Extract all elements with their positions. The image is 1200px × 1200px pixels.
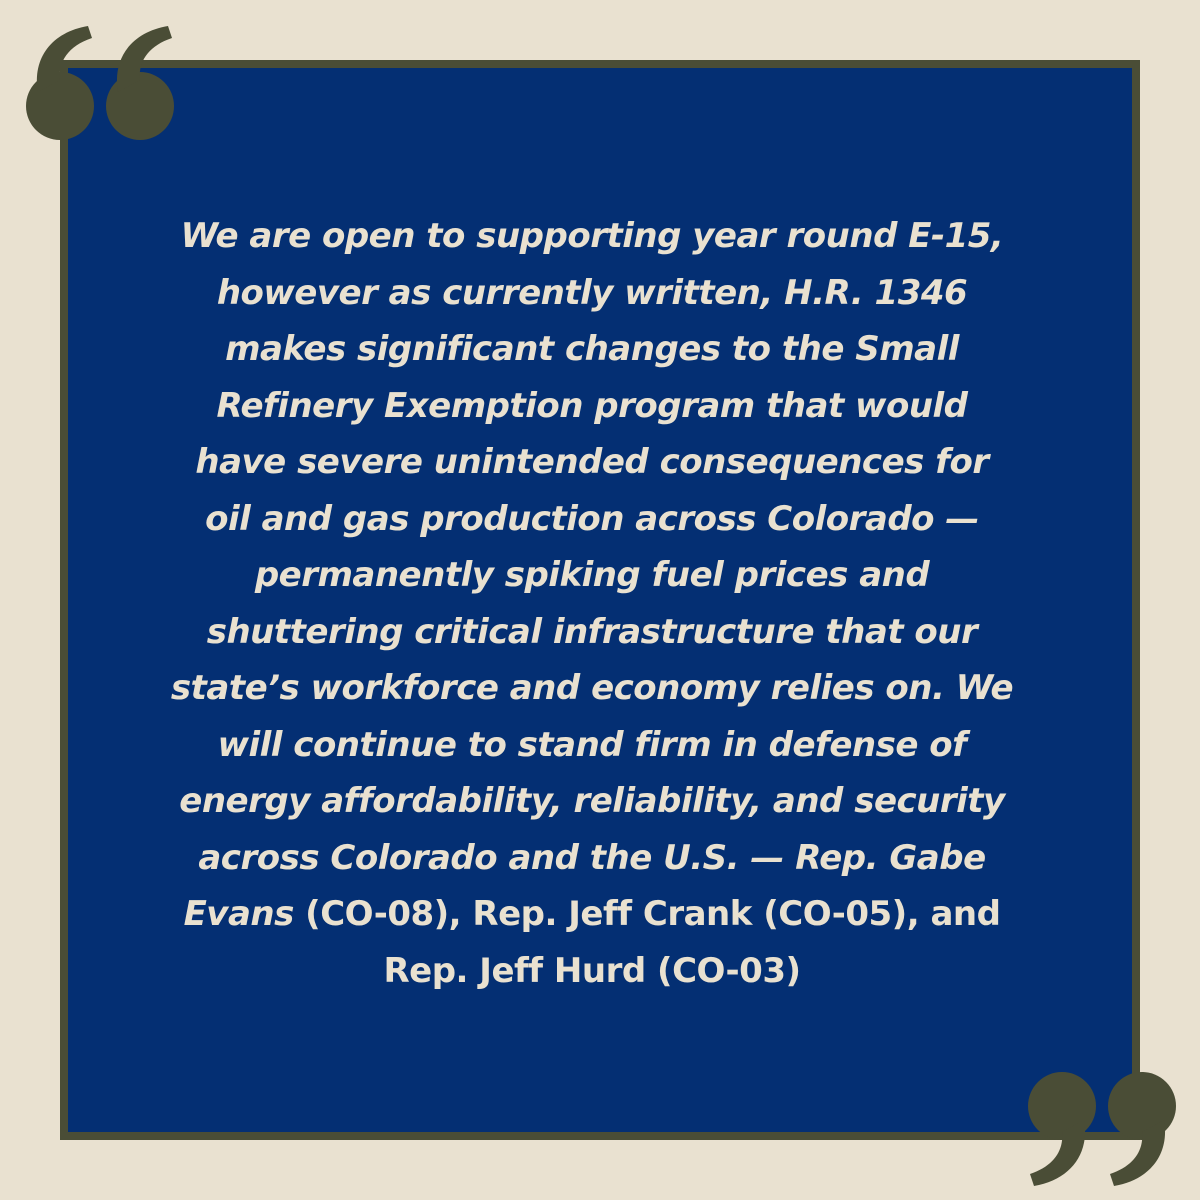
quote-panel: [60, 60, 1140, 1140]
close-quote-icon: [1020, 1070, 1180, 1190]
open-quote-icon: [22, 22, 182, 142]
quote-text: [168, 208, 1016, 999]
quote-body: We are open to supporting year round E-15, however as currently written, H.R. 1346 makes significant changes to the Small Refinery Exemption program that would have severe unintended consequences for oil and gas production across Colorado — permanently spiking fuel prices and shuttering critical infrastructure that our state’s workforce and economy relies on. We will continue to stand firm in defense of energy affordability, reliability, and security across Colorado and the U.S.: [170, 216, 1014, 878]
quote-attribution-continued: (CO-08), Rep. Jeff Crank (CO-05), and Rep. Jeff Hurd (CO-03): [293, 894, 1001, 991]
quote-attribution: — Rep. Gabe Evans: [183, 837, 986, 934]
